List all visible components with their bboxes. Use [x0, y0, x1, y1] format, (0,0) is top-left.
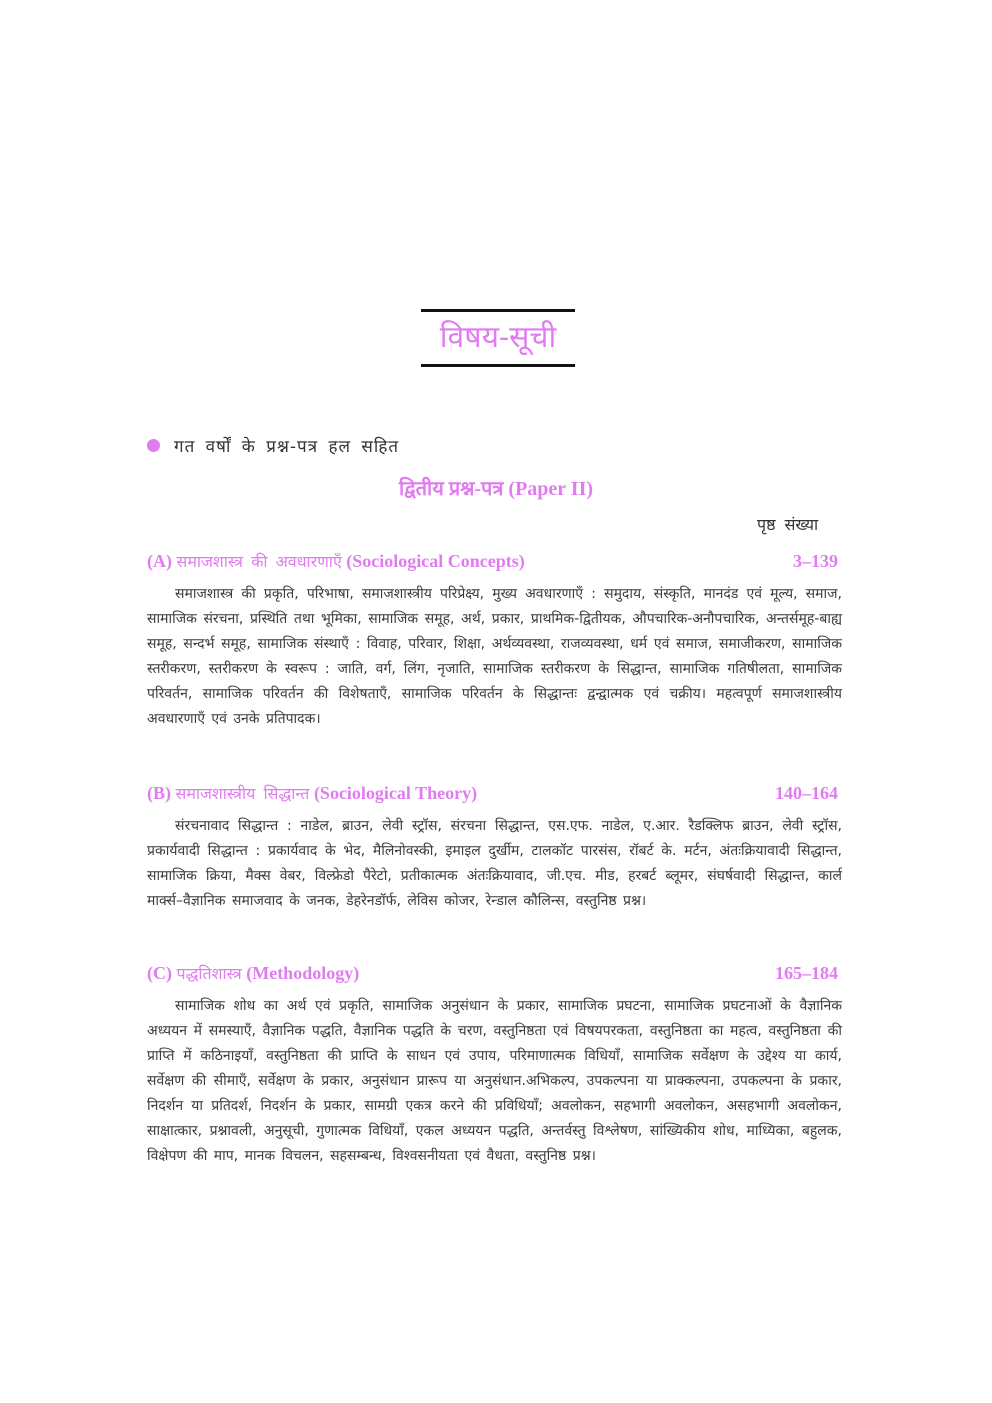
section-title-english: (Methodology)	[246, 963, 360, 983]
section-heading	[147, 782, 842, 808]
section-description: संरचनावाद सिद्धान्त : नाडेल, ब्राउन, लेवी स्ट्रॉस, संरचना सिद्धान्त, एस.एफ. नाडेल, ए.आर. रैडक्लिफ ब्राउन, लेवी स्ट्रॉस, प्रकार्यवादी सिद्धान्त : प्रकार्यवाद के भेद, मैलिनोवस्की, इमाइल दुर्खीम, टालकॉट पारसंस, रॉबर्ट के. मर्टन, अंतःक्रियावादी सिद्धान्त, सामाजिक क्रिया, मैक्स वेबर, विल्फ्रेडो पैरेटो, प्रतीकात्मक अंतःक्रियावाद, जी.एच. मीड, हरबर्ट ब्लूमर, संघर्षवादी सिद्धान्त, कार्ल मार्क्स–वैज्ञानिक समाजवाद के जनक, डेहरेनडॉर्फ, लेविस कोजर, रेन्डाल कौलिन्स, वस्तुनिष्ठ प्रश्न।	[147, 818, 842, 909]
section-heading	[147, 550, 842, 576]
section-title-hindi: समाजशास्त्रीय सिद्धान्त	[175, 784, 310, 803]
paper-heading: द्वितीय प्रश्न-पत्र (Paper II)	[398, 478, 594, 500]
section-page-range[interactable]: 140–164	[775, 783, 838, 803]
intro-bullet-item	[147, 434, 399, 457]
toc-section-a	[147, 550, 842, 732]
section-description: समाजशास्त्र की प्रकृति, परिभाषा, समाजशास्त्रीय परिप्रेक्ष्य, मुख्य अवधारणाएँ : समुदाय, संस्कृति, मानदंड एवं मूल्य, समाज, सामाजिक संरचना, प्रस्थिति तथा भूमिका, सामाजिक समूह, अर्थ, प्रकार, प्राथमिक-द्वितीयक, औपचारिक-अनौपचारिक, अन्तर्समूह-बाह्य समूह, सन्दर्भ समूह, सामाजिक संस्थाएँ : विवाह, परिवार, शिक्षा, अर्थव्यवस्था, राजव्यवस्था, धर्म एवं समाज, समाजीकरण, सामाजिक स्तरीकरण, स्तरीकरण के स्वरूप : जाति, वर्ग, लिंग, नृजाति, सामाजिक स्तरीकरण के सिद्धान्त, सामाजिक गतिषीलता, सामाजिक परिवर्तन, सामाजिक परिवर्तन की विशेषताएँ, सामाजिक परिवर्तन के सिद्धान्तः द्वन्द्वात्मक एवं चक्रीय। महत्वपूर्ण समाजशास्त्रीय अवधारणाएँ एवं उनके प्रतिपादक।	[147, 586, 842, 727]
section-label: (B)	[147, 783, 171, 803]
section-title-hindi: पद्धतिशास्त्र	[176, 964, 242, 983]
page-title: विषय-सूची	[439, 320, 557, 355]
section-title-hindi: समाजशास्त्र की अवधारणाएँ	[176, 552, 342, 571]
section-page-range[interactable]: 165–184	[775, 963, 838, 983]
toc-section-b	[147, 782, 842, 914]
section-title[interactable]	[147, 550, 525, 572]
section-title[interactable]	[147, 962, 359, 984]
section-label: (C)	[147, 963, 172, 983]
page-number-column-label: पृष्ठ संख्या	[757, 515, 819, 534]
section-title-english: (Sociological Theory)	[313, 783, 478, 803]
section-label: (A)	[147, 551, 172, 571]
section-heading	[147, 962, 842, 988]
intro-text: गत वर्षों के प्रश्न-पत्र हल सहित	[174, 437, 400, 457]
bullet-dot-icon	[147, 439, 160, 452]
section-description: सामाजिक शोध का अर्थ एवं प्रकृति, सामाजिक अनुसंधान के प्रकार, सामाजिक प्रघटना, सामाजिक प्रघटनाओं के वैज्ञानिक अध्ययन में समस्याएँ, वैज्ञानिक पद्धति, वैज्ञानिक पद्धति के चरण, वस्तुनिष्ठता एवं विषयपरकता, वस्तुनिष्ठता का महत्व, वस्तुनिष्ठता की प्राप्ति में कठिनाइयाँ, वस्तुनिष्ठता की प्राप्ति के साधन एवं उपाय, परिमाणात्मक विधियाँ, सामाजिक सर्वेक्षण के उद्देश्य या कार्य, सर्वेक्षण की सीमाएँ, सर्वेक्षण के प्रकार, अनुसंधान प्रारूप या अनुसंधान.अभिकल्प, उपकल्पना या प्राक्कल्पना, उपकल्पना के प्रकार, निदर्शन या प्रतिदर्श, निदर्शन के प्रकार, सामग्री एकत्र करने की प्रविधियाँ; अवलोकन, सहभागी अवलोकन, असहभागी अवलोकन, साक्षात्कार, प्रश्नावली, अनुसूची, गुणात्मक विधियाँ, एकल अध्ययन पद्धति, अन्तर्वस्तु विश्लेषण, सांख्यिकीय शोध, माध्यिका, बहुलक, विक्षेपण की माप, मानक विचलन, सहसम्बन्ध, विश्वसनीयता एवं वैधता, वस्तुनिष्ठ प्रश्न।	[147, 998, 842, 1164]
section-page-range[interactable]: 3–139	[793, 551, 838, 571]
title-box	[421, 309, 575, 367]
toc-section-c	[147, 962, 842, 1169]
section-title[interactable]	[147, 782, 477, 804]
section-title-english: (Sociological Concepts)	[346, 551, 525, 571]
